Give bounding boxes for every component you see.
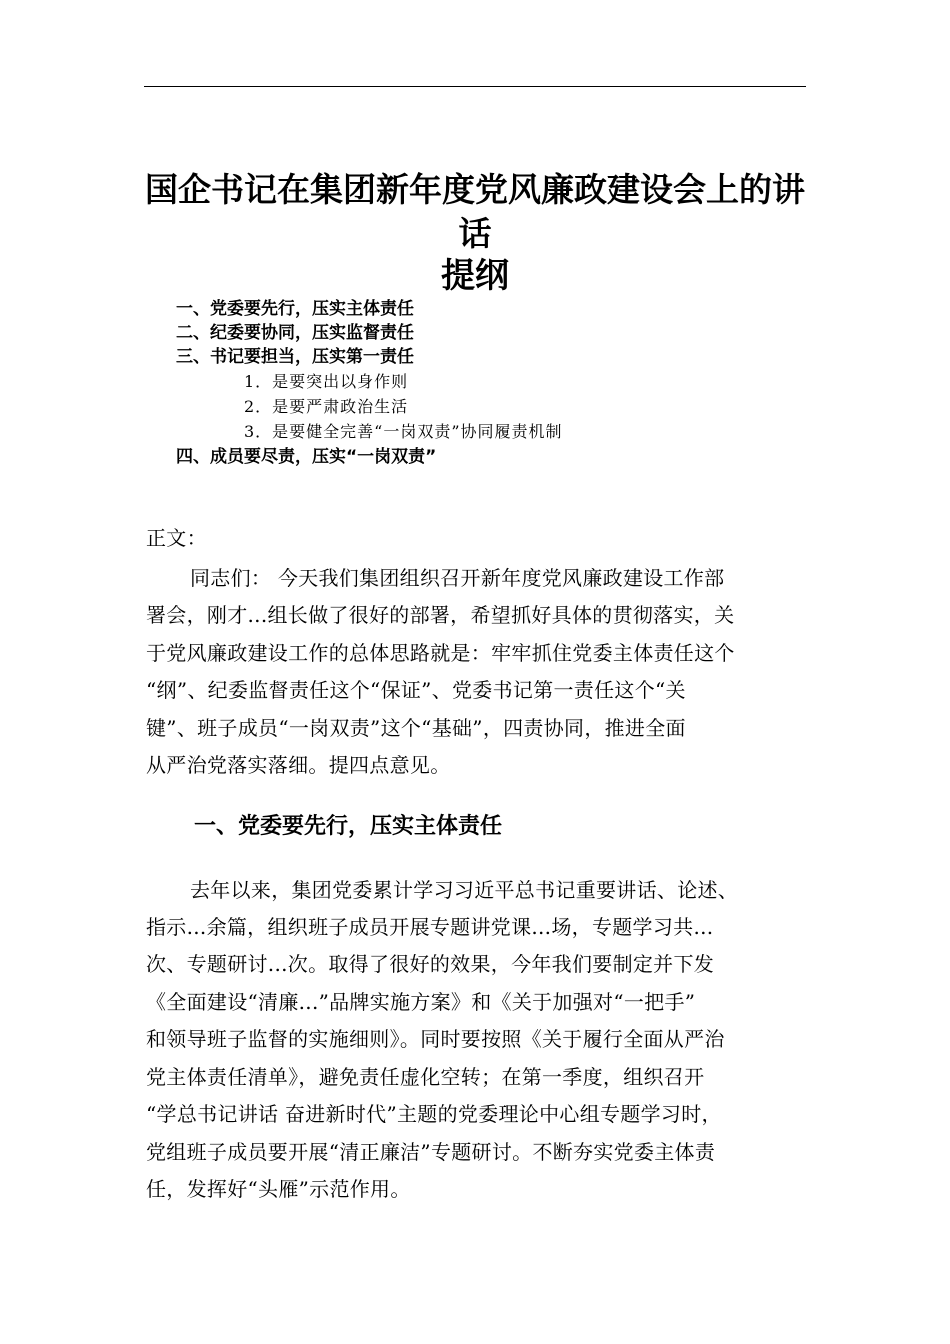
section-line: 任，发挥好“头雁”示范作用。: [146, 1177, 411, 1201]
document-title-line-1: 国企书记在集团新年度党风廉政建设会上的讲: [145, 170, 805, 209]
section-line: 和领导班子监督的实施细则》。同时要按照《关于履行全面从严治: [146, 1027, 725, 1051]
outline-item-1: 一、党委要先行，压实主体责任: [176, 299, 414, 319]
section-line: 去年以来，集团党委累计学习习近平总书记重要讲话、论述、: [190, 878, 739, 902]
section-line: 《全面建设“清廉...”品牌实施方案》和《关于加强对“一把手”: [146, 990, 696, 1014]
section-line: 次、专题研讨...次。取得了很好的效果，今年我们要制定并下发: [146, 952, 715, 976]
header-rule: [144, 86, 806, 87]
section-line: 党主体责任清单》，避免责任虚化空转；在第一季度，组织召开: [146, 1065, 705, 1089]
outline-subitem-2: 2．是要严肃政治生活: [244, 397, 409, 416]
intro-line: 从严治党落实落细。提四点意见。: [146, 753, 451, 777]
intro-line: 键”、班子成员“一岗双责”这个“基础”，四责协同，推进全面: [146, 716, 686, 740]
document-title-line-2: 话: [458, 214, 492, 253]
intro-line: 同志们： 今天我们集团组织召开新年度党风廉政建设工作部: [190, 566, 725, 590]
outline-item-4: 四、成员要尽责，压实“一岗双责”: [176, 447, 437, 467]
section-line: 党组班子成员要开展“清正廉洁”专题研讨。不断夯实党委主体责: [146, 1140, 716, 1164]
intro-line: “纲”、纪委监督责任这个“保证”、党委书记第一责任这个“关: [146, 678, 686, 702]
section-heading-1: 一、党委要先行，压实主体责任: [194, 814, 503, 839]
outline-subitem-3: 3．是要健全完善“一岗双责”协同履责机制: [244, 422, 563, 441]
outline-subitem-1: 1．是要突出以身作则: [244, 372, 409, 391]
outline-item-3: 三、书记要担当，压实第一责任: [176, 347, 414, 367]
section-line: “学总书记讲话 奋进新时代”主题的党委理论中心组专题学习时，: [146, 1102, 722, 1126]
body-label: 正文：: [146, 526, 207, 550]
section-line: 指示...余篇，组织班子成员开展专题讲党课...场，专题学习共...: [146, 915, 714, 939]
outline-item-2: 二、纪委要协同，压实监督责任: [176, 323, 414, 343]
outline-heading: 提纲: [441, 256, 509, 296]
intro-line: 署会，刚才...组长做了很好的部署，希望抓好具体的贯彻落实，关: [146, 603, 735, 627]
intro-line: 于党风廉政建设工作的总体思路就是：牢牢抓住党委主体责任这个: [146, 641, 735, 665]
